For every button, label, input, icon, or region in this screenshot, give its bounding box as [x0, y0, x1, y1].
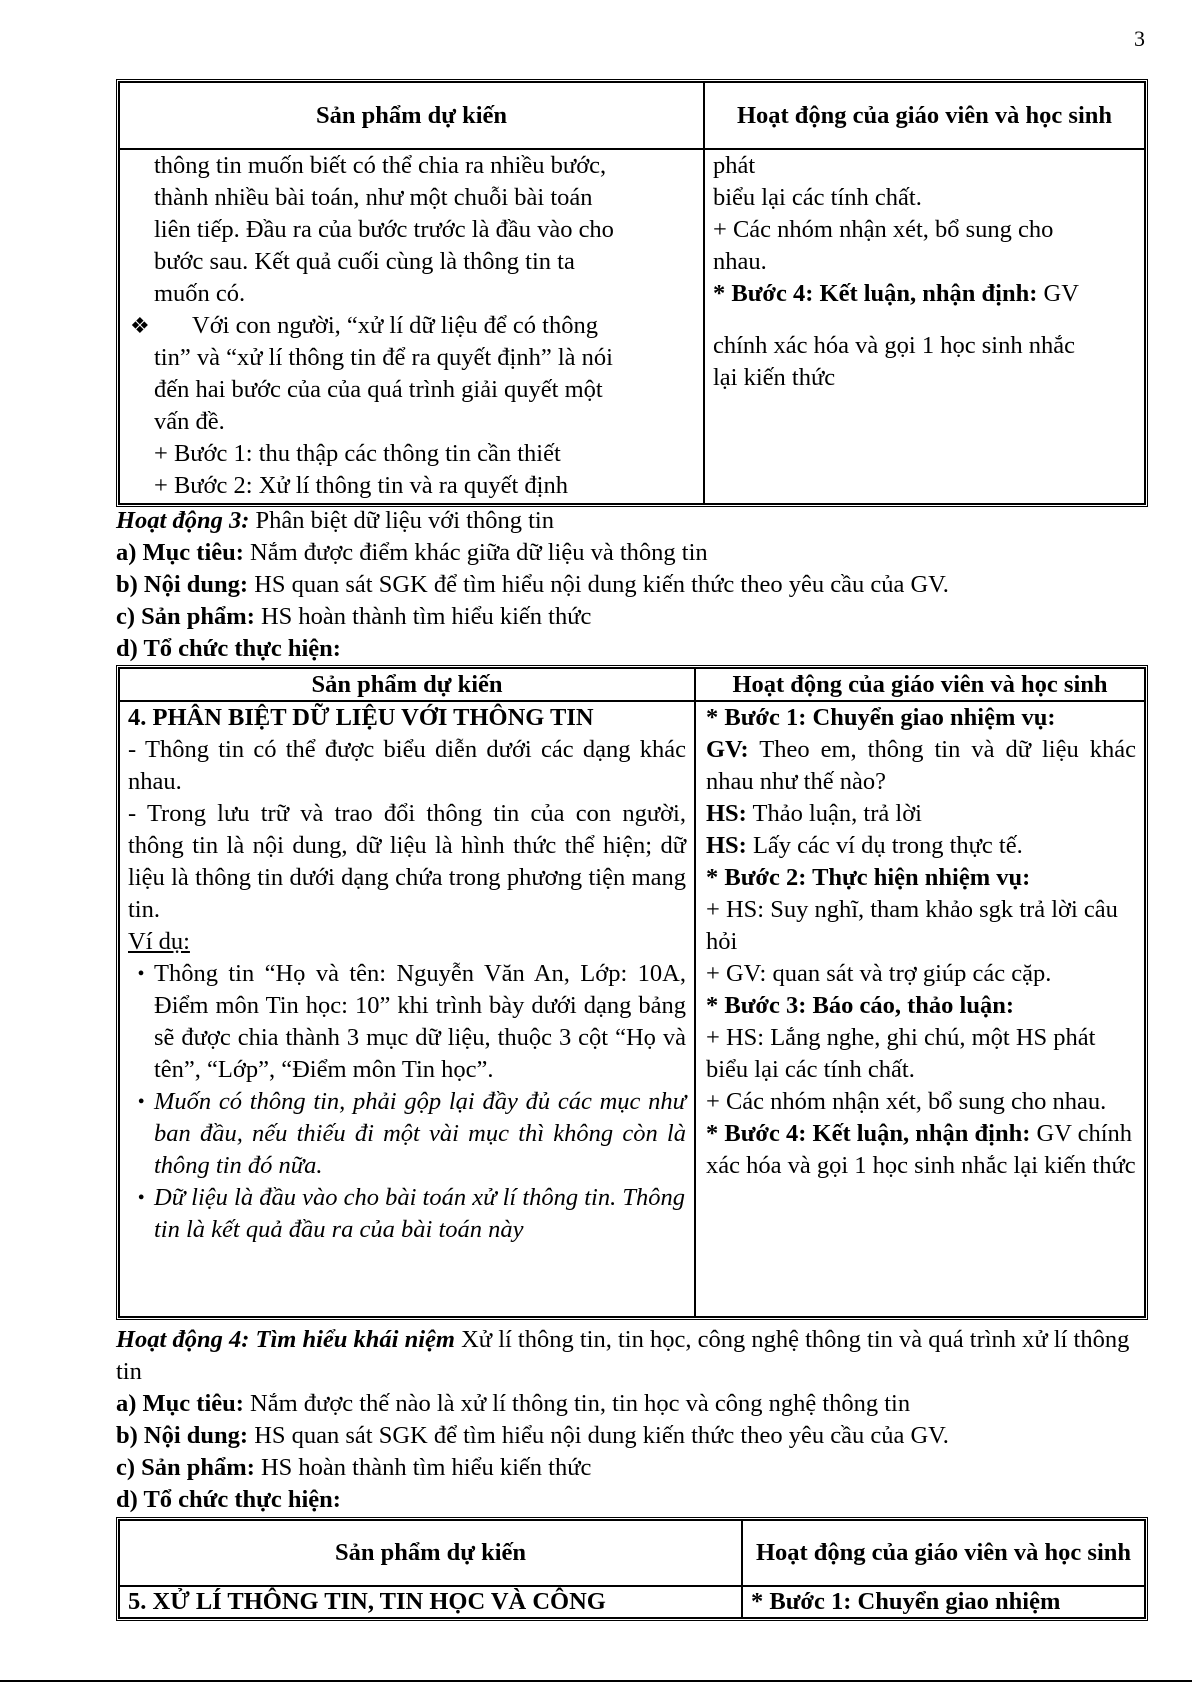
step-2-label: * Bước 2: Thực hiện nhiệm vụ:: [706, 864, 1031, 891]
table-2-header-right: Hoạt động của giáo viên và học sinh: [695, 668, 1145, 701]
activity-3-title: Hoạt động 3:: [116, 507, 250, 534]
bullet-dot-icon: •: [137, 963, 145, 985]
table-3-header-left: Sản phẩm dự kiến: [119, 1520, 742, 1586]
list-item: • Muốn có thông tin, phải gộp lại đầy đủ các mục như ban đầu, nếu thiếu đi một vài mục thì không còn là thông tin đó nữa.: [128, 1086, 686, 1182]
table-2-right-cell: * Bước 1: Chuyển giao nhiệm vụ: GV: Theo em, thông tin và dữ liệu khác nhau như thế nào? HS: Thảo luận, trả lời HS: Lấy các ví dụ trong thực tế. * Bước 2: Thực hiện nhiệm vụ: + HS: Suy nghĩ, tham khảo sgk trả lời câu hỏi + GV: quan sát và trợ giúp các cặp. * Bước 3: Báo cáo, thảo luận: + HS: Lắng nghe, ghi chú, một HS phát biểu lại các tính chất. + Các nhóm nhận xét, bổ sung cho nhau. * Bước 4: Kết luận, nhận định: GV chính xác hóa và gọi 1 học sinh nhắc lại kiến thức: [695, 701, 1145, 1317]
table-2: [116, 665, 1148, 1320]
table-2-header-left: Sản phẩm dự kiến: [119, 668, 695, 701]
section-4-heading: 4. PHÂN BIỆT DỮ LIỆU VỚI THÔNG TIN: [128, 704, 594, 731]
activity-4-title: Hoạt động 4: Tìm hiểu khái niệm: [116, 1326, 455, 1353]
page-bottom-rule: [0, 1680, 1192, 1682]
example-label: Ví dụ:: [128, 928, 190, 955]
diamond-bullet-icon: ❖: [130, 313, 150, 338]
table-1-header-right: Hoạt động của giáo viên và học sinh: [704, 82, 1145, 149]
list-item: • Dữ liệu là đầu vào cho bài toán xử lí thông tin. Thông tin là kết quả đầu ra của bài toán này: [128, 1182, 686, 1246]
table-1-left-text: thông tin muốn biết có thể chia ra nhiều bước, thành nhiều bài toán, như một chuỗi bài toán liên tiếp. Đầu ra của bước trước là đầu vào cho bước sau. Kết quả cuối cùng là thông tin ta muốn có.: [154, 152, 614, 307]
page-number: 3: [1134, 26, 1145, 51]
table-2-left-cell: 4. PHÂN BIỆT DỮ LIỆU VỚI THÔNG TIN - Thông tin có thể được biểu diễn dưới các dạng khác nhau. - Trong lưu trữ và trao đổi thông tin của con người, thông tin là nội dung, dữ liệu là hình thức thể hiện; dữ liệu là thông tin dưới dạng chứa trong phương tiện mang tin. Ví dụ: • Thông tin “Họ và tên: Nguyễn Văn An, Lớp: 10A, Điểm môn Tin học: 10” khi trình bày dưới dạng bảng sẽ được chia thành 3 mục dữ liệu, thuộc 3 cột “Họ và tên”, “Lớp”, “Điểm môn Tin học”. • Muốn có thông tin, phải gộp lại đầy đủ các mục như ban đầu, nếu thiếu đi một vài mục thì không còn là thông tin đó nữa. • Dữ liệu là đầu vào cho bài toán xử lí thông tin. Thông tin là kết quả đầu ra của bài toán này: [119, 701, 695, 1317]
table-1-bullet-block: ❖ Với con người, “xử lí dữ liệu để có thông tin” và “xử lí thông tin để ra quyết định” là nói đến hai bước của của quá trình giải quyết một vấn đề. + Bước 1: thu thập các thông tin cần thiết + Bước 2: Xử lí thông tin và ra quyết định: [130, 312, 613, 499]
table-1-header-left: Sản phẩm dự kiến: [119, 82, 704, 149]
activity-3-section: Hoạt động 3: Phân biệt dữ liệu với thông tin a) Mục tiêu: Nắm được điểm khác giữa dữ liệu và thông tin b) Nội dung: HS quan sát SGK để tìm hiểu nội dung kiến thức theo yêu cầu của GV. c) Sản phẩm: HS hoàn thành tìm hiểu kiến thức d) Tổ chức thực hiện:: [116, 507, 949, 662]
list-item: • Thông tin “Họ và tên: Nguyễn Văn An, Lớp: 10A, Điểm môn Tin học: 10” khi trình bày dưới dạng bảng sẽ được chia thành 3 mục dữ liệu, thuộc 3 cột “Họ và tên”, “Lớp”, “Điểm môn Tin học”.: [128, 958, 686, 1086]
section-5-heading: 5. XỬ LÍ THÔNG TIN, TIN HỌC VÀ CÔNG: [119, 1586, 742, 1618]
table-1: [116, 79, 1148, 507]
table-3-step-1: * Bước 1: Chuyển giao nhiệm: [742, 1586, 1145, 1618]
step-3-label: * Bước 3: Báo cáo, thảo luận:: [706, 992, 1014, 1019]
table-1-right-cell: phát biểu lại các tính chất. + Các nhóm nhận xét, bổ sung cho nhau. * Bước 4: Kết luận, nhận định: GV chính xác hóa và gọi 1 học sinh nhắc lại kiến thức: [704, 149, 1145, 504]
activity-4-section: Hoạt động 4: Tìm hiểu khái niệm Xử lí thông tin, tin học, công nghệ thông tin và quá trình xử lí thông tin a) Mục tiêu: Nắm được thế nào là xử lí thông tin, tin học và công nghệ thông tin b) Nội dung: HS quan sát SGK để tìm hiểu nội dung kiến thức theo yêu cầu của GV. c) Sản phẩm: HS hoàn thành tìm hiểu kiến thức d) Tổ chức thực hiện:: [116, 1326, 1130, 1513]
table-3: [116, 1517, 1148, 1621]
table-3-header-right: Hoạt động của giáo viên và học sinh: [742, 1520, 1145, 1586]
step-4-label: * Bước 4: Kết luận, nhận định:: [706, 1120, 1031, 1147]
step4-label: * Bước 4: Kết luận, nhận định:: [713, 280, 1038, 307]
step-1-label: * Bước 1: Chuyển giao nhiệm vụ:: [706, 704, 1056, 731]
table-1-left-cell: [119, 149, 704, 504]
bullet-dot-icon: •: [137, 1187, 145, 1209]
bullet-dot-icon: •: [137, 1091, 145, 1113]
